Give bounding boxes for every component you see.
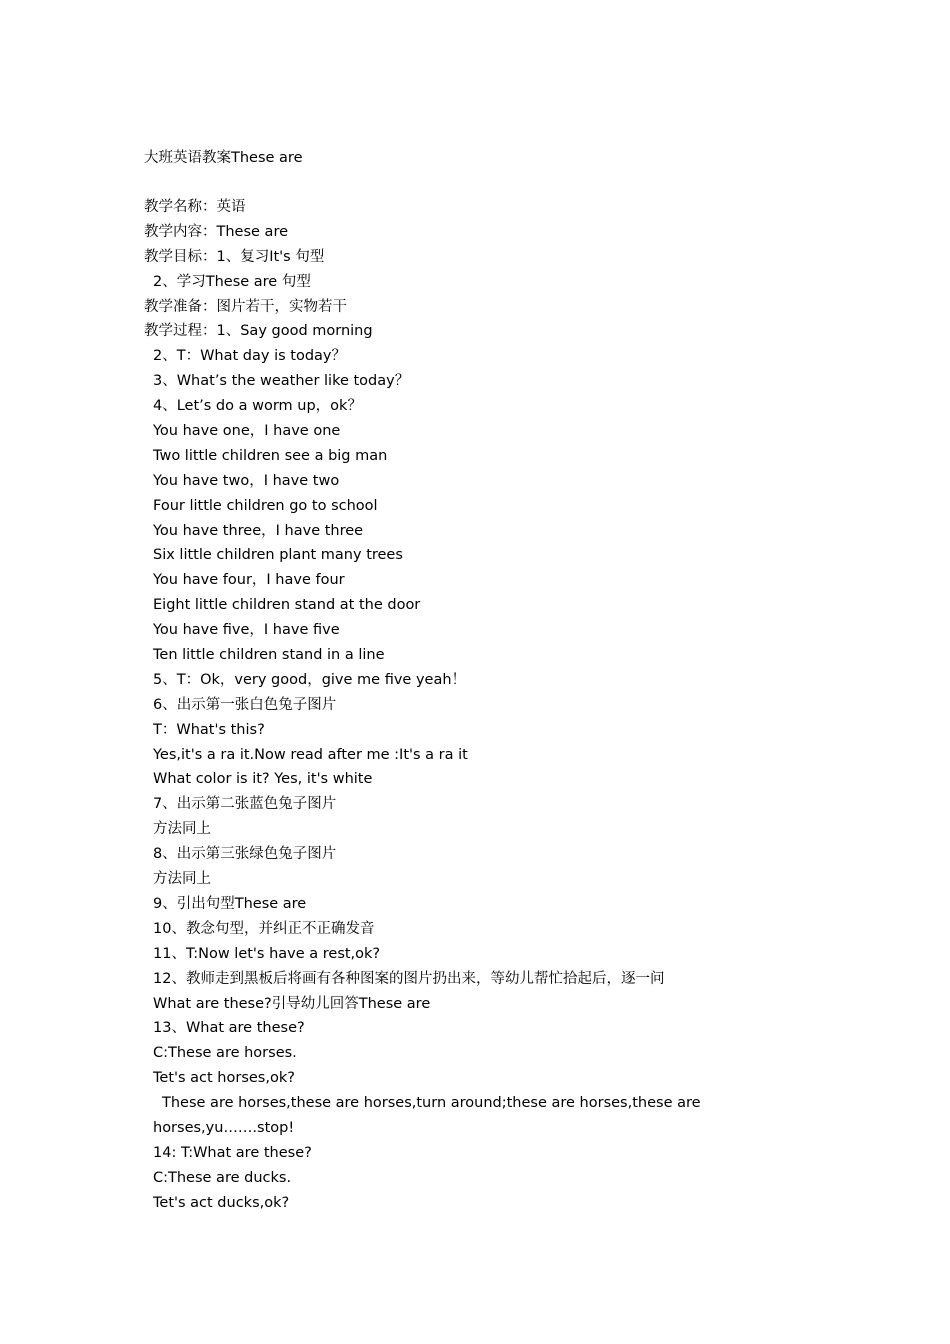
text-line: 4、Let’s do a worm up，ok？ xyxy=(153,398,362,415)
text-line: 10、教念句型，并纠正不正确发音 xyxy=(153,920,375,937)
text-line: These are horses,these are horses,turn around;these are horses,these are horses,yu…….stop! xyxy=(153,1095,701,1136)
text-line: 教学内容：These are xyxy=(144,223,289,240)
text-line: 12、教师走到黑板后将画有各种图案的图片扔出来，等幼儿帮忙拾起后，逐一问 xyxy=(153,970,665,987)
text-line: 教学目标：1、复习It's 句型 xyxy=(144,248,325,265)
text-line: You have two，I have two xyxy=(153,472,340,489)
text-line: Yes,it's a ra it.Now read after me :It's a ra it xyxy=(153,746,468,763)
text-line: You have five，I have five xyxy=(153,622,340,639)
text-line: 教学过程：1、Say good morning xyxy=(144,323,373,340)
text-line: 2、T：What day is today？ xyxy=(153,348,346,365)
text-line: You have one，I have one xyxy=(153,423,341,440)
text-line: You have three，I have three xyxy=(153,522,364,539)
text-line: Six little children plant many trees xyxy=(153,547,403,564)
text-line: 7、出示第二张蓝色兔子图片 xyxy=(153,796,337,813)
document-title: 大班英语教案These are xyxy=(144,150,303,166)
text-line: 13、What are these? xyxy=(153,1020,305,1037)
document-body xyxy=(144,195,704,1216)
text-line: 3、What’s the weather like today？ xyxy=(153,373,410,390)
text-line: What are these?引导幼儿回答These are xyxy=(153,995,431,1012)
text-line: 方法同上 xyxy=(153,821,211,838)
text-line: Four little children go to school xyxy=(153,497,378,514)
text-line: You have four，I have four xyxy=(153,572,345,589)
text-line: 9、引出句型These are xyxy=(153,895,307,912)
text-line: What color is it? Yes, it's white xyxy=(153,771,373,788)
text-line: 5、T：Ok，very good，give me five yeah！ xyxy=(153,671,467,688)
text-line: 2、学习These are 句型 xyxy=(153,273,311,290)
text-line: C:These are horses. xyxy=(153,1045,297,1062)
text-line: Tet's act ducks,ok? xyxy=(153,1194,290,1211)
text-line: C:These are ducks. xyxy=(153,1169,292,1186)
text-line: 教学准备：图片若干，实物若干 xyxy=(144,298,347,315)
text-line: Tet's act horses,ok? xyxy=(153,1070,295,1087)
text-line: Ten little children stand in a line xyxy=(153,647,385,664)
text-line: 11、T:Now let's have a rest,ok? xyxy=(153,945,381,962)
text-line: 方法同上 xyxy=(153,871,211,888)
text-line: Eight little children stand at the door xyxy=(153,597,421,614)
text-line: 14: T:What are these? xyxy=(153,1144,312,1161)
text-line: 教学名称：英语 xyxy=(144,199,246,215)
text-line: 8、出示第三张绿色兔子图片 xyxy=(153,846,337,863)
text-line: T：What's this? xyxy=(153,721,265,738)
text-line: 6、出示第一张白色兔子图片 xyxy=(153,696,337,713)
text-line: Two little children see a big man xyxy=(153,447,388,464)
